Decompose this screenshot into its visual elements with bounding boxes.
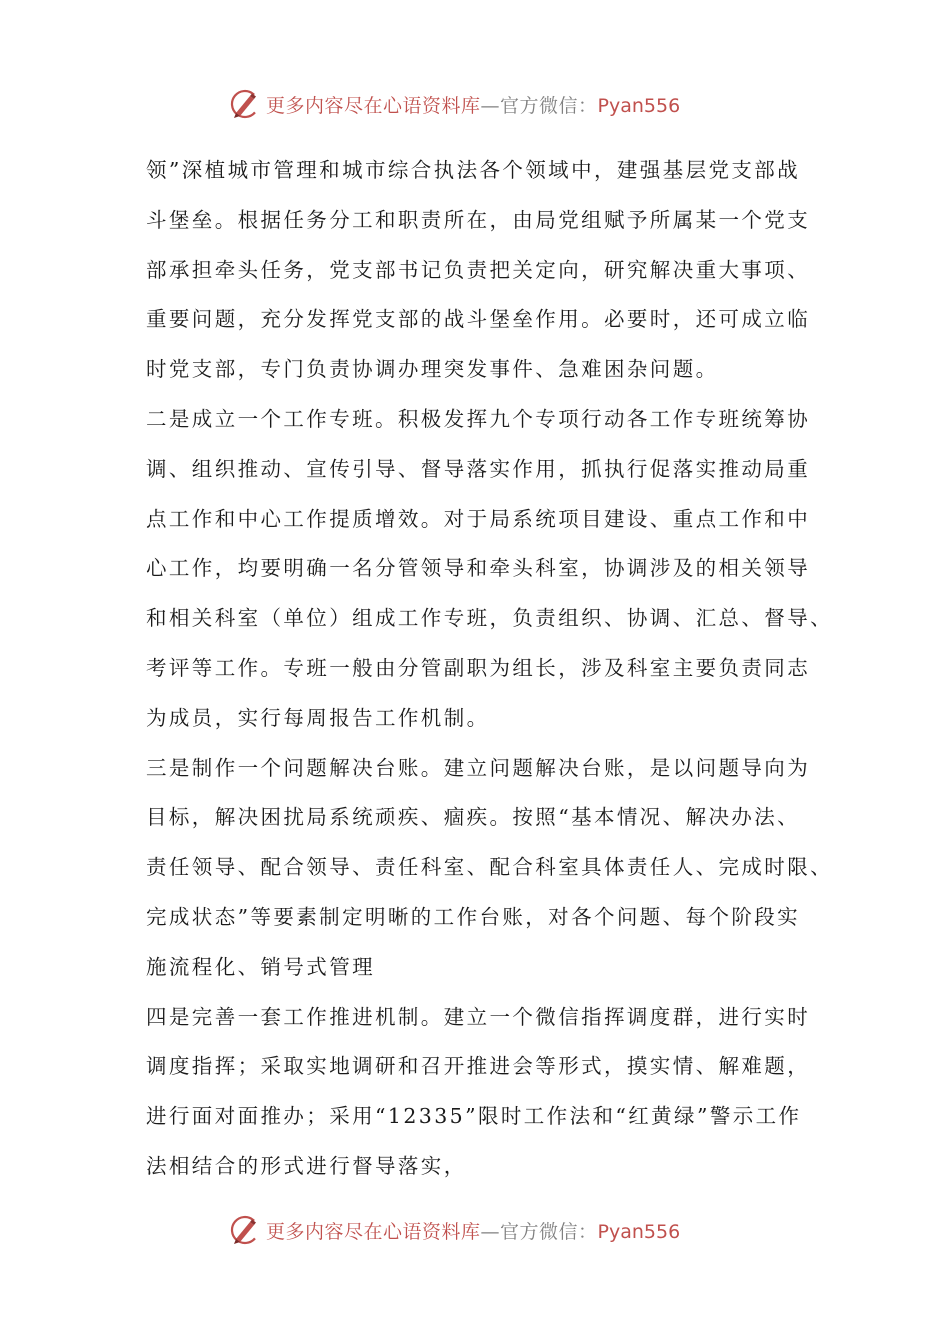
body-line: 三是制作一个问题解决台账。建立问题解决台账，是以问题导向为 (146, 755, 811, 780)
watermark-dash: — (480, 1220, 501, 1243)
watermark-grey-text: 官方微信： (500, 1220, 598, 1243)
watermark-text (266, 1217, 680, 1244)
watermark-red-text: 更多内容尽在心语资料库 (266, 1220, 481, 1243)
body-line: 法相结合的形式进行督导落实， (146, 1153, 467, 1178)
body-line: 部承担牵头任务，党支部书记负责把关定向，研究解决重大事项、 (146, 257, 811, 282)
body-line: 考评等工作。专班一般由分管副职为组长，涉及科室主要负责同志 (146, 655, 811, 680)
body-line: 施流程化、销号式管理 (146, 954, 375, 979)
body-line: 完成状态”等要素制定明晰的工作台账，对各个问题、每个阶段实 (146, 904, 801, 929)
watermark-red-text: 更多内容尽在心语资料库 (266, 94, 481, 117)
body-line: 二是成立一个工作专班。积极发挥九个专项行动各工作专班统筹协 (146, 406, 811, 431)
body-line: 斗堡垒。根据任务分工和职责所在，由局党组赋予所属某一个党支 (146, 207, 811, 232)
body-line: 调、组织推动、宣传引导、督导落实作用，抓执行促落实推动局重 (146, 456, 811, 481)
body-line: 时党支部，专门负责协调办理突发事件、急难困杂问题。 (146, 357, 719, 382)
body-line: 和相关科室（单位）组成工作专班，负责组织、协调、汇总、督导、 (146, 606, 833, 631)
footer-watermark (228, 1210, 680, 1250)
body-line: 进行面对面推办；采用“12335”限时工作法和“红黄绿”警示工作 (146, 1104, 802, 1129)
body-line: 四是完善一套工作推进机制。建立一个微信指挥调度群，进行实时 (146, 1004, 811, 1029)
pen-logo-icon (228, 87, 262, 121)
watermark-dash: — (480, 94, 501, 117)
document-body (146, 146, 833, 1192)
body-line: 重要问题，充分发挥党支部的战斗堡垒作用。必要时，还可成立临 (146, 307, 811, 332)
watermark-text (266, 91, 680, 118)
watermark-handle: Pyan556 (597, 94, 681, 117)
body-line: 调度指挥；采取实地调研和召开推进会等形式，摸实情、解难题， (146, 1054, 811, 1079)
body-line: 心工作，均要明确一名分管领导和牵头科室，协调涉及的相关领导 (146, 556, 811, 581)
body-line: 目标，解决困扰局系统顽疾、痼疾。按照“基本情况、解决办法、 (146, 805, 801, 830)
body-line: 为成员，实行每周报告工作机制。 (146, 705, 490, 730)
header-watermark (228, 84, 680, 124)
watermark-handle: Pyan556 (597, 1220, 681, 1243)
body-line: 点工作和中心工作提质增效。对于局系统项目建设、重点工作和中 (146, 506, 811, 531)
body-line: 领”深植城市管理和城市综合执法各个领域中，建强基层党支部战 (146, 158, 801, 182)
body-line: 责任领导、配合领导、责任科室、配合科室具体责任人、完成时限、 (146, 855, 833, 880)
pen-logo-icon (228, 1213, 262, 1247)
watermark-grey-text: 官方微信： (500, 94, 598, 117)
